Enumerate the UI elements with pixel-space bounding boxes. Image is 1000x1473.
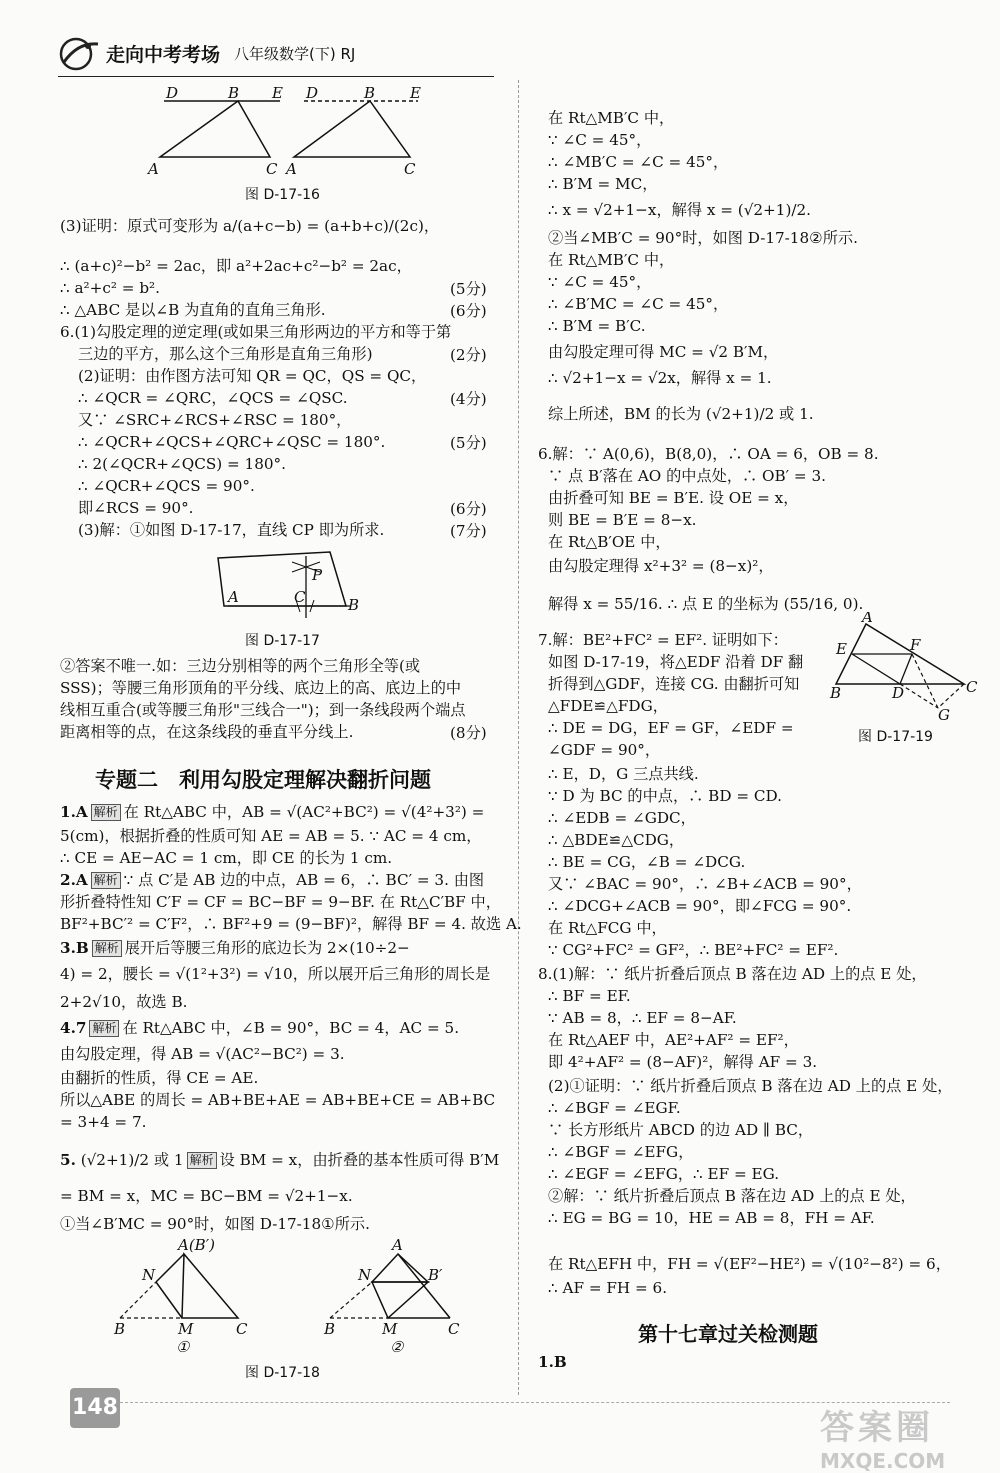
fig18-label: C: [448, 1320, 460, 1338]
score: (6分): [450, 500, 487, 518]
section-title: 专题二 利用勾股定理解决翻折问题: [95, 768, 431, 792]
score: (4分): [450, 390, 487, 408]
analysis-tag: 解析: [89, 1020, 119, 1037]
fig16-label: A: [286, 160, 297, 178]
figure-caption: 图 D-17-18: [245, 1365, 320, 1381]
text-line: ∴ B′M = B′C.: [548, 317, 646, 335]
text-line: ∴ a²+c² = b².: [60, 279, 160, 297]
figure-d-17-19: [826, 612, 986, 724]
fig18-label: A: [392, 1236, 403, 1254]
fig19-label: G: [938, 706, 950, 724]
text-line: 解得 x = 55/16. ∴ 点 E 的坐标为 (55/16, 0).: [548, 595, 864, 613]
fig16-label: E: [410, 84, 421, 102]
text-line: ∴ CE = AE−AC = 1 cm，即 CE 的长为 1 cm.: [60, 849, 393, 867]
text-line: ∵ AB = 8，∴ EF = 8−AF.: [548, 1009, 737, 1027]
text-line: (3)证明：原式可变形为 a/(a+c−b) = (a+b+c)/(2c)，: [60, 217, 440, 235]
score: (7分): [450, 522, 487, 540]
text-line: 在 Rt△MB′C 中，: [548, 109, 675, 127]
fig18-label: B: [114, 1320, 126, 1338]
text-line: ∴ ∠DCG+∠ACB = 90°，即∠FCG = 90°.: [548, 897, 852, 915]
text-line: 5. (√2+1)/2 或 1 解析 设 BM = x，由折叠的基本性质可得 B′M: [60, 1151, 500, 1169]
text-line: ∴ DE = DG，EF = GF，∠EDF =: [548, 719, 794, 737]
text-line: ∵ ∠C = 45°，: [548, 131, 652, 149]
text-line: ∵ CG²+FC² = GF²，∴ BE²+FC² = EF².: [548, 941, 839, 959]
fig18-label: A(B′): [178, 1236, 215, 1254]
fig19-label: B: [830, 684, 842, 702]
score: (2分): [450, 346, 487, 364]
text-line: 在 Rt△EFH 中，FH = √(EF²−HE²) = √(10²−8²) = 6，: [548, 1255, 951, 1273]
text-line: 线相互重合(或等腰三角形"三线合一")；到一条线段两个端点: [60, 701, 466, 719]
fig19-label: A: [862, 612, 873, 626]
text-line: ∴ EG = BG = 10，HE = AB = 8，FH = AF.: [548, 1209, 875, 1227]
text-line: ∴ △ABC 是以∠B 为直角的直角三角形.: [60, 301, 326, 319]
text-line: 3.B 解析 展开后等腰三角形的底边长为 2×(10÷2−: [60, 939, 410, 957]
text-line: 7.解：BE²+FC² = EF². 证明如下：: [538, 631, 788, 649]
text-line: 则 BE = B′E = 8−x.: [548, 511, 697, 529]
fig17-label: P: [312, 566, 323, 584]
fig16-label: A: [148, 160, 159, 178]
text-line: △FDE≌△FDG，: [548, 697, 668, 715]
column-divider: [518, 80, 519, 1395]
text-line: 又∵ ∠SRC+∠RCS+∠RSC = 180°，: [78, 411, 352, 429]
text-line: ∴ ∠QCR = ∠QRC，∠QCS = ∠QSC.: [78, 389, 348, 407]
analysis-tag: 解析: [91, 804, 121, 821]
text-line: 在 Rt△FCG 中，: [548, 919, 667, 937]
figure-d-17-17: [210, 548, 380, 628]
fig18-label: M: [178, 1320, 194, 1338]
text-line: ∵ ∠C = 45°，: [548, 273, 652, 291]
fig18-label: N: [142, 1266, 156, 1284]
text-line: 在 Rt△B′OE 中，: [548, 533, 671, 551]
text-line: 由勾股定理可得 MC = √2 B′M，: [548, 343, 779, 361]
fig16-label: E: [272, 84, 283, 102]
fig19-label: F: [910, 636, 921, 654]
text-line: 8.(1)解：∵ 纸片折叠后顶点 B 落在边 AD 上的点 E 处，: [538, 965, 927, 983]
text-line: ∴ ∠B′MC = ∠C = 45°，: [548, 295, 729, 313]
text-line: = 3+4 = 7.: [60, 1113, 147, 1131]
text-line: ∴ ∠BGF = ∠EFG，: [548, 1143, 694, 1161]
text-line: ∴ x = √2+1−x，解得 x = (√2+1)/2.: [548, 201, 811, 219]
figure-caption: 图 D-17-19: [858, 729, 933, 745]
text-line: 6.(1)勾股定理的逆定理(或如果三角形两边的平方和等于第: [60, 323, 452, 341]
score: (5分): [450, 280, 487, 298]
text-line: 4.7 解析 在 Rt△ABC 中，∠B = 90°，BC = 4，AC = 5.: [60, 1019, 460, 1037]
watermark-top: 答案圈: [820, 1408, 934, 1448]
text-line: 即 4²+AF² = (8−AF)²，解得 AF = 3.: [548, 1053, 818, 1071]
fig18-label: B: [324, 1320, 336, 1338]
text-line: 1.B: [538, 1353, 567, 1371]
figure-caption: 图 D-17-16: [245, 187, 320, 203]
text-line: (2)证明：由作图方法可知 QR = QC，QS = QC，: [78, 367, 427, 385]
text-line: 2+2√10，故选 B.: [60, 993, 188, 1011]
text-line: 形折叠特性知 C′F = CF = BC−BF = 9−BF. 在 Rt△C′BF 中，: [60, 893, 501, 911]
text-line: ∴ ∠MB′C = ∠C = 45°，: [548, 153, 729, 171]
fig18-label: B′: [428, 1266, 443, 1284]
text-line: 由勾股定理，得 AB = √(AC²−BC²) = 3.: [60, 1045, 345, 1063]
fig19-label: C: [966, 678, 978, 696]
analysis-tag: 解析: [92, 940, 122, 957]
text-line: ②解：∵ 纸片折叠后顶点 B 落在边 AD 上的点 E 处，: [548, 1187, 916, 1205]
page-header: [58, 34, 938, 74]
text-line: SSS)；等腰三角形顶角的平分线、底边上的高、底边上的中: [60, 679, 462, 697]
text-line: 即∠RCS = 90°.: [78, 499, 194, 517]
text-line: = BM = x，MC = BC−BM = √2+1−x.: [60, 1187, 353, 1205]
score: (8分): [450, 724, 487, 742]
text-line: 在 Rt△MB′C 中，: [548, 251, 675, 269]
text-line: 三边的平方，那么这个三角形是直角三角形): [78, 345, 373, 363]
text-line: ∴ △BDE≌△CDG，: [548, 831, 685, 849]
fig16-label: B: [364, 84, 376, 102]
fig18-label: N: [358, 1266, 372, 1284]
logo-icon: [58, 36, 102, 72]
brand-title: 走向中考考场: [106, 44, 221, 66]
fig17-label: B: [348, 596, 360, 614]
analysis-tag: 解析: [187, 1152, 217, 1169]
figure-caption: 图 D-17-17: [245, 633, 320, 649]
fig18-label: ①: [176, 1338, 190, 1356]
fig19-label: E: [836, 640, 847, 658]
text-line: ∴ ∠EDB = ∠GDC，: [548, 809, 696, 827]
fig16-label: D: [166, 84, 179, 102]
text-line: ∴ ∠QCR+∠QCS = 90°.: [78, 477, 255, 495]
text-line: BF²+BC′² = C′F²，∴ BF²+9 = (9−BF)²，解得 BF = 4. 故选 A.: [60, 915, 522, 933]
text-line: ∵ D 为 BC 的中点，∴ BD = CD.: [548, 787, 782, 805]
text-line: 5(cm)，根据折叠的性质可知 AE = AB = 5. ∵ AC = 4 cm，: [60, 827, 482, 845]
header-rule: [58, 76, 494, 77]
fig16-label: B: [228, 84, 240, 102]
text-line: ∴ √2+1−x = √2x，解得 x = 1.: [548, 369, 772, 387]
watermark: [820, 1400, 945, 1473]
text-line: ∴ BF = EF.: [548, 987, 631, 1005]
text-line: ∴ ∠EGF = ∠EFG，∴ EF = EG.: [548, 1165, 780, 1183]
chapter-test-title: 第十七章过关检测题: [638, 1322, 818, 1346]
figure-d-17-16: [140, 82, 440, 182]
text-line: ①当∠B′MC = 90°时，如图 D-17-18①所示.: [60, 1215, 370, 1233]
text-line: ∴ E，D，G 三点共线.: [548, 765, 699, 783]
watermark-bottom: MXQE.COM: [820, 1449, 946, 1473]
text-line: 又∵ ∠BAC = 90°，∴ ∠B+∠ACB = 90°，: [548, 875, 862, 893]
text-line: 由折叠可知 BE = B′E. 设 OE = x，: [548, 489, 799, 507]
figure-d-17-18: [110, 1236, 470, 1356]
text-line: ②答案不唯一.如：三边分别相等的两个三角形全等(或: [60, 657, 421, 675]
text-line: ∵ 点 B′落在 AO 的中点处，∴ OB′ = 3.: [548, 467, 826, 485]
text-line: 在 Rt△AEF 中，AE²+AF² = EF²，: [548, 1031, 799, 1049]
text-line: 如图 D-17-19，将△EDF 沿着 DF 翻: [548, 653, 804, 671]
fig19-label: D: [892, 684, 905, 702]
text-line: 距离相等的点，在这条线段的垂直平分线上.: [60, 723, 354, 741]
score: (6分): [450, 302, 487, 320]
text-line: ②当∠MB′C = 90°时，如图 D-17-18②所示.: [548, 229, 858, 247]
fig17-label: C: [294, 588, 306, 606]
text-line: ∴ 2(∠QCR+∠QCS) = 180°.: [78, 455, 286, 473]
text-line: (3)解：①如图 D-17-17，直线 CP 即为所求.: [78, 521, 385, 539]
score: (5分): [450, 434, 487, 452]
text-line: 折得到△GDF，连接 CG. 由翻折可知: [548, 675, 800, 693]
text-line: ∴ BE = CG，∠B = ∠DCG.: [548, 853, 746, 871]
book-subtitle: 八年级数学(下) RJ: [234, 45, 356, 63]
fig18-label: C: [236, 1320, 248, 1338]
fig16-label: C: [404, 160, 416, 178]
fig18-label: M: [382, 1320, 398, 1338]
text-line: ∴ ∠QCR+∠QCS+∠QRC+∠QSC = 180°.: [78, 433, 386, 451]
text-line: ∴ (a+c)²−b² = 2ac，即 a²+2ac+c²−b² = 2ac，: [60, 257, 412, 275]
text-line: 所以△ABE 的周长 = AB+BE+AE = AB+BE+CE = AB+BC: [60, 1091, 496, 1109]
text-line: 1.A 解析 在 Rt△ABC 中，AB = √(AC²+BC²) = √(4²+3²) =: [60, 803, 485, 821]
text-line: (2)①证明：∵ 纸片折叠后顶点 B 落在边 AD 上的点 E 处，: [548, 1077, 953, 1095]
fig16-label: D: [306, 84, 319, 102]
text-line: ∵ 长方形纸片 ABCD 的边 AD ∥ BC，: [548, 1121, 814, 1139]
text-line: 综上所述，BM 的长为 (√2+1)/2 或 1.: [548, 405, 814, 423]
text-line: 由翻折的性质，得 CE = AE.: [60, 1069, 259, 1087]
text-line: 2.A 解析 ∵ 点 C′是 AB 边的中点，AB = 6，∴ BC′ = 3. 由图: [60, 871, 485, 889]
text-line: 6.解：∵ A(0,6)，B(8,0)，∴ OA = 6，OB = 8.: [538, 445, 879, 463]
text-line: ∴ AF = FH = 6.: [548, 1279, 668, 1297]
page-number: 148: [70, 1388, 120, 1428]
text-line: ∴ B′M = MC，: [548, 175, 658, 193]
text-line: ∴ ∠BGF = ∠EGF.: [548, 1099, 681, 1117]
fig18-label: ②: [390, 1338, 404, 1356]
text-line: 4) = 2，腰长 = √(1²+3²) = √10，所以展开后三角形的周长是: [60, 965, 491, 983]
fig16-label: C: [266, 160, 278, 178]
text-line: ∠GDF = 90°，: [548, 741, 661, 759]
text-line: 由勾股定理得 x²+3² = (8−x)²，: [548, 557, 774, 575]
fig17-label: A: [228, 588, 239, 606]
analysis-tag: 解析: [91, 872, 121, 889]
